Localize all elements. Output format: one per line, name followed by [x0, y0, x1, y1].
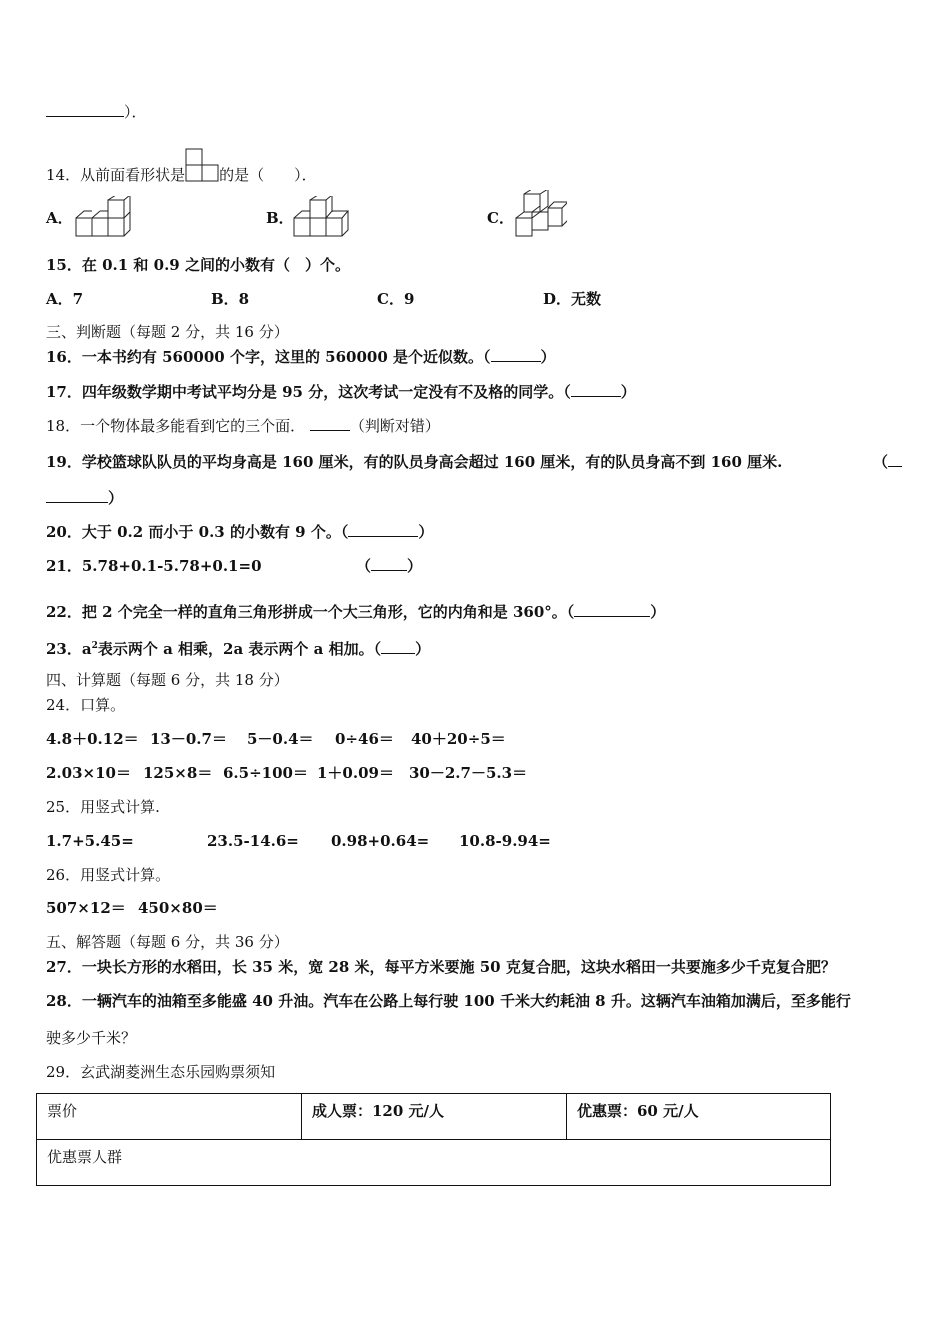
- table-row: [37, 1140, 831, 1186]
- answer-blank[interactable]: [381, 639, 415, 654]
- q15-option-d[interactable]: D．无数: [543, 290, 602, 308]
- cube-stack-b-icon: [292, 196, 354, 240]
- q24-item: 13－0.7＝: [150, 730, 227, 748]
- q24-item: 5－0.4＝: [247, 730, 314, 748]
- q14-stem: 14．从前面看形状是 的是（ ）．: [46, 148, 317, 185]
- q14-option-a[interactable]: A．: [46, 209, 73, 227]
- answer-blank[interactable]: [888, 452, 902, 467]
- section-3-heading: 三、判断题（每题 2 分，共 16 分）: [46, 323, 289, 341]
- answer-blank[interactable]: [574, 602, 650, 617]
- q16: 16．一本书约有 560000 个字，这里的 560000 是个近似数。（ ）: [46, 348, 556, 366]
- table-row: [37, 1094, 831, 1140]
- q15-option-a[interactable]: A．7: [46, 290, 84, 308]
- q19-paren: （: [873, 452, 902, 472]
- q24-stem: 24．口算。: [46, 696, 126, 714]
- q26-item: 507×12＝: [46, 899, 126, 917]
- answer-blank[interactable]: [491, 347, 541, 362]
- q26-item: 450×80＝: [138, 899, 218, 917]
- q14-option-b[interactable]: B．: [266, 209, 294, 227]
- answer-blank[interactable]: [46, 488, 108, 503]
- q18: 18．一个物体最多能看到它的三个面． （判断对错）: [46, 417, 440, 435]
- q25-item: 23.5-14.6=: [207, 832, 299, 850]
- ticket-price-table: [36, 1093, 831, 1186]
- q15-option-c[interactable]: C．9: [377, 290, 415, 308]
- q24-item: 4.8＋0.12＝: [46, 730, 139, 748]
- answer-blank[interactable]: [46, 102, 124, 117]
- answer-blank[interactable]: [371, 556, 407, 571]
- q25-stem: 25．用竖式计算.: [46, 798, 160, 816]
- q19: 19．学校篮球队队员的平均身高是 160 厘米，有的队员身高会超过 160 厘米，有的队员身高不到 160 厘米.: [46, 453, 783, 471]
- q24-item: 0÷46＝: [335, 730, 394, 748]
- q24-item: 6.5÷100＝: [223, 764, 308, 782]
- q25-item: 1.7+5.45=: [46, 832, 134, 850]
- q29-stem: 29．玄武湖菱洲生态乐园购票须知: [46, 1063, 276, 1081]
- q27: 27．一块长方形的水稻田，长 35 米，宽 28 米，每平方米要施 50 克复合肥，这块水稻田一共要施多少千克复合肥？: [46, 958, 836, 976]
- cube-stack-c-icon: [513, 190, 567, 240]
- q13-tail: ）．: [46, 102, 147, 122]
- q15-option-b[interactable]: B．8: [211, 290, 250, 308]
- answer-blank[interactable]: [571, 382, 621, 397]
- q14-option-c[interactable]: C．: [487, 209, 514, 227]
- q15-stem: 15．在 0.1 和 0.9 之间的小数有（ ）个。: [46, 256, 350, 274]
- q22: 22．把 2 个完全一样的直角三角形拼成一个大三角形，它的内角和是 360°。（ ）: [46, 603, 666, 621]
- q24-item: 40＋20÷5＝: [411, 730, 506, 748]
- q20: 20．大于 0.2 而小于 0.3 的小数有 9 个。（ ）: [46, 523, 434, 541]
- section-5-heading: 五、解答题（每题 6 分，共 36 分）: [46, 933, 289, 951]
- answer-blank[interactable]: [348, 522, 418, 537]
- q28-line-1: 28．一辆汽车的油箱至多能盛 40 升油。汽车在公路上每行驶 100 千米大约耗油 8 升。这辆汽车油箱加满后，至多能行: [46, 992, 851, 1010]
- q24-item: 30－2.7－5.3＝: [409, 764, 528, 782]
- answer-blank[interactable]: [310, 416, 350, 431]
- q23: 23．$a^2$表示两个 a 相乘，2a 表示两个 a 相加。（ ）: [46, 640, 431, 658]
- q19-continued: ）: [46, 488, 123, 508]
- table-cell: 票价: [37, 1094, 302, 1140]
- q21-paren: （ ）: [356, 557, 423, 575]
- table-cell: 优惠票：60 元/人: [567, 1094, 831, 1140]
- q25-item: 10.8-9.94=: [459, 832, 551, 850]
- table-cell: 优惠票人群: [37, 1140, 831, 1186]
- q28-line-2: 驶多少千米？: [46, 1029, 137, 1047]
- q26-stem: 26．用竖式计算。: [46, 866, 171, 884]
- q24-item: 1＋0.09＝: [317, 764, 394, 782]
- q25-item: 0.98+0.64=: [331, 832, 430, 850]
- front-view-shape-icon: [185, 148, 219, 184]
- table-cell: 成人票：120 元/人: [302, 1094, 567, 1140]
- q17: 17．四年级数学期中考试平均分是 95 分，这次考试一定没有不及格的同学。（ ）: [46, 383, 636, 401]
- q24-item: 2.03×10＝: [46, 764, 131, 782]
- cube-stack-a-icon: [72, 196, 134, 240]
- q21: 21．5.78+0.1-5.78+0.1=0: [46, 557, 262, 575]
- q24-item: 125×8＝: [143, 764, 213, 782]
- section-4-heading: 四、计算题（每题 6 分，共 18 分）: [46, 671, 289, 689]
